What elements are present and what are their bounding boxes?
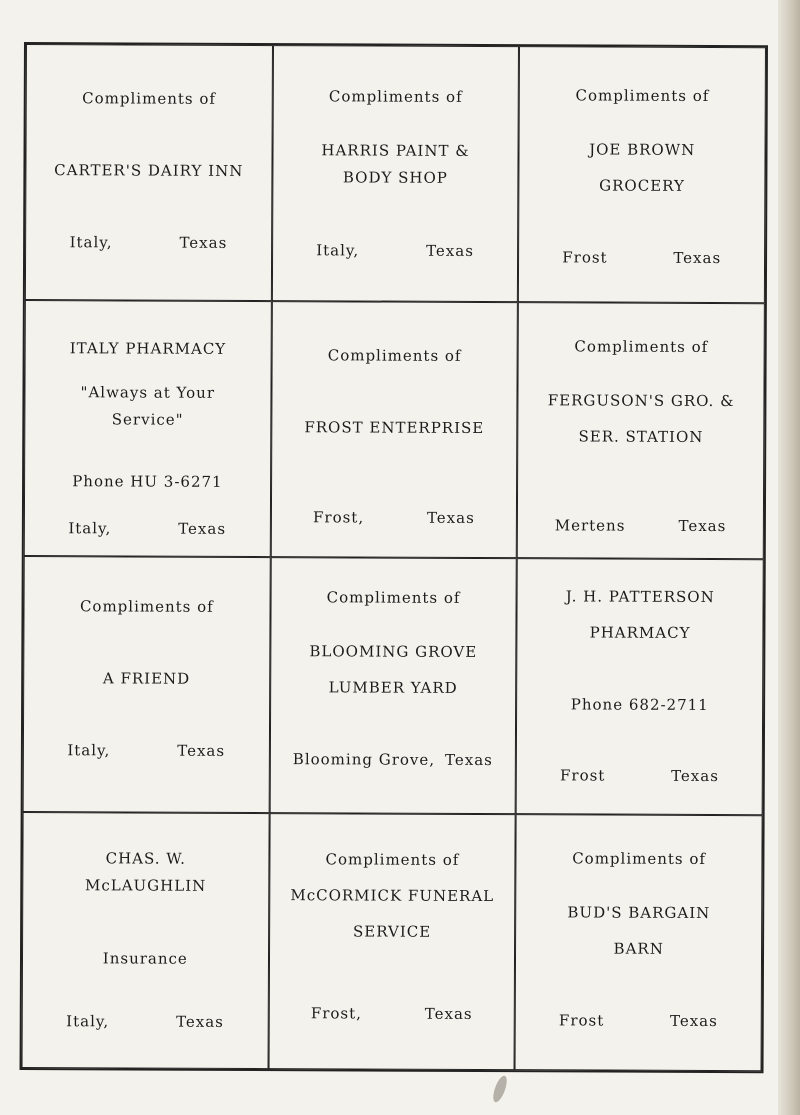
ad-location	[24, 741, 269, 760]
ad-phone: Phone HU 3-6271	[72, 472, 223, 491]
ad-slogan: Service"	[111, 410, 184, 429]
ad-state: Texas	[424, 1004, 473, 1023]
ad-business-name: BODY SHOP	[342, 168, 448, 187]
ad-business-name: ITALY PHARMACY	[69, 339, 227, 358]
ad-cell-a-friend	[23, 556, 271, 813]
paper-blemish	[491, 1074, 510, 1104]
ad-state: Texas	[678, 516, 727, 536]
ad-business-name: BUD'S BARGAIN	[567, 903, 711, 923]
ad-city: Italy,	[67, 741, 111, 760]
ad-business-name: FERGUSON'S GRO. &	[547, 391, 735, 411]
ad-line: Compliments of	[574, 337, 709, 356]
ad-cell-joe-brown-grocery	[518, 46, 766, 303]
ad-state: Texas	[669, 1011, 718, 1031]
ad-business-name: BLOOMING GROVE	[309, 642, 478, 661]
ad-business-name: FROST ENTERPRISE	[304, 418, 485, 438]
ad-city: Frost	[558, 1011, 605, 1030]
ad-business-name: PHARMACY	[589, 623, 691, 642]
ad-grid	[20, 42, 768, 1073]
ad-city: Italy,	[66, 1012, 110, 1031]
ad-city: Blooming Grove,	[292, 750, 436, 769]
ad-city: Italy,	[69, 233, 113, 252]
ad-cell-fergusons	[517, 302, 765, 559]
ad-city: Italy,	[68, 519, 112, 538]
ad-city: Mertens	[554, 516, 626, 535]
ad-city: Frost,	[312, 508, 365, 527]
ad-location	[269, 1004, 514, 1023]
ad-phone: Phone 682-2711	[570, 695, 709, 714]
ad-cell-carters-dairy-inn	[25, 44, 273, 301]
ad-business-name: CHAS. W.	[105, 849, 186, 868]
ad-cell-harris-paint	[272, 45, 520, 302]
ad-city: Frost	[562, 248, 608, 267]
ad-business-name: A FRIEND	[102, 669, 191, 688]
ad-line: Compliments of	[572, 849, 707, 868]
ad-cell-mccormick-funeral	[268, 813, 516, 1070]
ad-business-name: McLAUGHLIN	[84, 876, 207, 895]
ad-line: Compliments of	[327, 346, 462, 365]
ad-business-name: HARRIS PAINT &	[321, 141, 470, 160]
ad-business-name: JOE BROWN	[589, 140, 696, 159]
ad-business-name: McCORMICK FUNERAL	[290, 886, 495, 906]
ad-cell-frost-enterprise	[270, 301, 518, 558]
ad-location	[25, 519, 270, 538]
ad-line: Compliments of	[79, 597, 214, 616]
ad-line: Compliments of	[575, 86, 710, 105]
ad-cell-patterson-pharmacy	[516, 558, 764, 815]
ad-location	[273, 241, 518, 260]
ad-line: Compliments of	[326, 588, 461, 607]
ad-state: Texas	[426, 241, 474, 260]
ad-business-name: J. H. PATTERSON	[565, 587, 715, 607]
page-edge	[778, 0, 800, 1115]
ad-business-name: SER. STATION	[578, 427, 704, 446]
ad-business-name: GROCERY	[599, 176, 685, 195]
ad-city: Frost,	[310, 1004, 362, 1023]
ad-business-name: SERVICE	[352, 922, 432, 941]
ad-state: Texas	[176, 1012, 224, 1031]
ad-location	[517, 766, 762, 785]
ad-location	[270, 750, 515, 769]
ad-state: Texas	[671, 766, 719, 786]
ad-line: Compliments of	[325, 850, 460, 869]
ad-slogan: "Always at Your	[80, 383, 216, 402]
ad-cell-buds-bargain-barn	[515, 814, 763, 1071]
ad-cell-italy-pharmacy	[24, 300, 272, 557]
ad-service: Insurance	[102, 949, 188, 968]
ad-line: Compliments of	[82, 89, 216, 108]
ad-state: Texas	[426, 508, 475, 527]
ad-cell-blooming-grove-lumber	[269, 557, 517, 814]
ad-state: Texas	[445, 750, 493, 770]
ad-state: Texas	[178, 519, 227, 538]
ad-location	[23, 1012, 268, 1031]
ad-state: Texas	[177, 741, 226, 760]
ad-location	[516, 1011, 761, 1030]
ad-location	[272, 508, 517, 527]
ad-city: Frost	[559, 766, 606, 785]
ad-business-name: BARN	[613, 939, 664, 958]
ad-business-name: CARTER'S DAIRY INN	[54, 161, 244, 180]
ad-city: Italy,	[316, 241, 360, 260]
ad-location	[518, 516, 763, 535]
ad-location	[519, 248, 764, 267]
ad-location	[26, 233, 271, 252]
ad-state: Texas	[673, 248, 722, 268]
ad-cell-mclaughlin-insurance	[22, 812, 270, 1069]
ad-state: Texas	[179, 233, 228, 252]
ad-business-name: LUMBER YARD	[328, 678, 458, 697]
ad-line: Compliments of	[328, 87, 463, 106]
